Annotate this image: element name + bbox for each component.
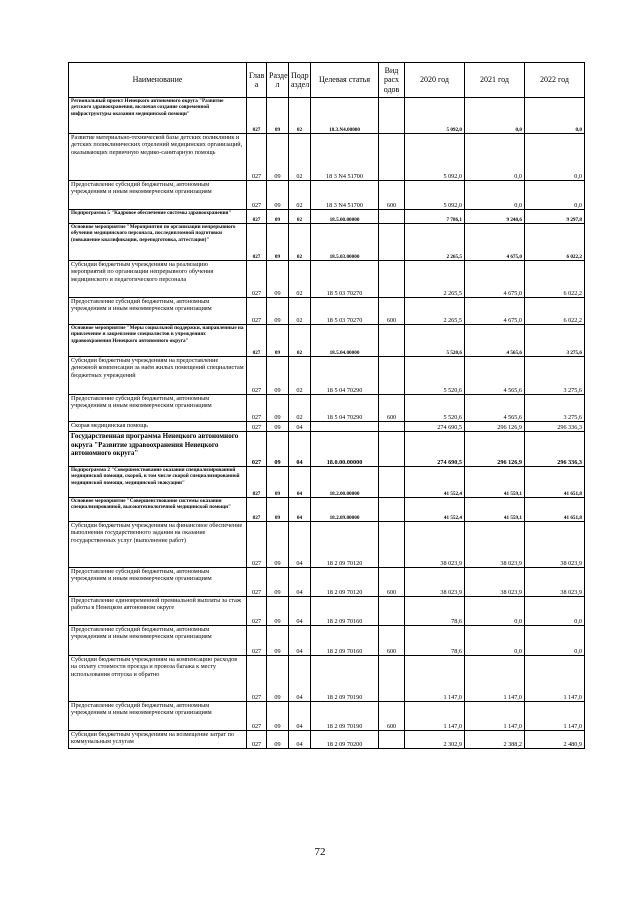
name-cell: Государственная программа Ненецкого автономного округа "Развитие здравоохранения Ненецкого автономного округа" <box>69 432 247 467</box>
table-row <box>69 210 585 224</box>
year-2021-cell: 4 675,0 <box>465 298 525 325</box>
glava-cell: 027 <box>247 325 267 357</box>
year-2021-cell: 296 126,9 <box>465 432 525 467</box>
expense-type-cell <box>379 357 405 395</box>
name-cell: Региональный проект Ненецкого автономного округа "Развитие детского здравоохранения, включая создание современной инфраструктуры оказания медицинской помощи" <box>69 98 247 134</box>
razdel-cell: 09 <box>267 298 289 325</box>
name-cell: Предоставление субсидий бюджетным, автономным учреждениям и иным некоммерческим организациям <box>69 702 247 731</box>
expense-type-cell <box>379 731 405 749</box>
header-year-2021: 2021 год <box>465 63 525 98</box>
name-cell: Субсидии бюджетным учреждениям на предоставление денежной компенсации за наём жилых помещений специалистам бюджетных учреждений <box>69 357 247 395</box>
table-row <box>69 498 585 522</box>
header-year-2022: 2022 год <box>525 63 585 98</box>
year-2021-cell: 1 147,0 <box>465 702 525 731</box>
year-2022-cell: 41 651,8 <box>525 498 585 522</box>
podrazdel-cell: 02 <box>289 325 311 357</box>
expense-type-cell <box>379 325 405 357</box>
target-article-cell: 18 2 09 70160 <box>311 597 379 626</box>
year-2020-cell: 78,6 <box>405 597 465 626</box>
table-row <box>69 261 585 298</box>
expense-type-cell <box>379 261 405 298</box>
target-article-cell: 18 2 09 70160 <box>311 626 379 656</box>
glava-cell: 027 <box>247 422 267 432</box>
razdel-cell: 09 <box>267 568 289 597</box>
podrazdel-cell: 04 <box>289 702 311 731</box>
razdel-cell: 09 <box>267 210 289 224</box>
podrazdel-cell: 04 <box>289 731 311 749</box>
target-article-cell: 18.2.09.00000 <box>311 498 379 522</box>
year-2022-cell: 3 275,6 <box>525 325 585 357</box>
podrazdel-cell: 02 <box>289 261 311 298</box>
glava-cell: 027 <box>247 261 267 298</box>
podrazdel-cell: 02 <box>289 395 311 422</box>
expense-type-cell <box>379 597 405 626</box>
year-2021-cell: 0,0 <box>465 626 525 656</box>
budget-table <box>68 62 585 749</box>
podrazdel-cell: 02 <box>289 357 311 395</box>
razdel-cell: 09 <box>267 656 289 702</box>
year-2020-cell: 5 520,6 <box>405 357 465 395</box>
razdel-cell: 09 <box>267 522 289 568</box>
target-article-cell: 18 5 04 70290 <box>311 357 379 395</box>
year-2020-cell: 5 092,0 <box>405 134 465 181</box>
year-2021-cell: 4 565,6 <box>465 325 525 357</box>
expense-type-cell <box>379 422 405 432</box>
glava-cell: 027 <box>247 522 267 568</box>
table-body <box>69 98 585 749</box>
table-row <box>69 568 585 597</box>
glava-cell: 027 <box>247 656 267 702</box>
year-2021-cell: 38 023,9 <box>465 522 525 568</box>
year-2021-cell: 0,0 <box>465 597 525 626</box>
name-cell: Предоставление субсидий бюджетным, автономным учреждениям и иным некоммерческим организациям <box>69 298 247 325</box>
table-row <box>69 467 585 498</box>
year-2021-cell: 4 675,0 <box>465 261 525 298</box>
name-cell: Предоставление единовременной премиальной выплаты за стаж работы в Ненецком автономном округе <box>69 597 247 626</box>
year-2021-cell: 41 559,1 <box>465 498 525 522</box>
expense-type-cell <box>379 224 405 261</box>
year-2022-cell: 6 022,2 <box>525 261 585 298</box>
expense-type-cell: 600 <box>379 181 405 210</box>
year-2020-cell: 274 690,5 <box>405 432 465 467</box>
glava-cell: 027 <box>247 498 267 522</box>
name-cell: Субсидии бюджетным учреждениям на реализацию мероприятий по организации непрерывного обучения медицинского и педагогического персонала <box>69 261 247 298</box>
podrazdel-cell: 04 <box>289 422 311 432</box>
target-article-cell: 18.5.04.00000 <box>311 325 379 357</box>
podrazdel-cell: 04 <box>289 467 311 498</box>
table-header-row <box>69 63 585 98</box>
expense-type-cell <box>379 98 405 134</box>
table-row <box>69 522 585 568</box>
year-2020-cell: 5 092,0 <box>405 98 465 134</box>
glava-cell: 027 <box>247 210 267 224</box>
expense-type-cell <box>379 134 405 181</box>
year-2020-cell: 38 023,9 <box>405 568 465 597</box>
expense-type-cell: 600 <box>379 702 405 731</box>
year-2020-cell: 5 092,0 <box>405 181 465 210</box>
name-cell: Подпрограмма 5 "Кадровое обеспечение системы здравоохранения" <box>69 210 247 224</box>
page-number: 72 <box>314 846 326 858</box>
razdel-cell: 09 <box>267 702 289 731</box>
year-2022-cell: 0,0 <box>525 597 585 626</box>
year-2022-cell: 6 022,2 <box>525 224 585 261</box>
table-row <box>69 731 585 749</box>
glava-cell: 027 <box>247 357 267 395</box>
table-row <box>69 656 585 702</box>
target-article-cell: 18 2 09 70190 <box>311 702 379 731</box>
year-2021-cell: 4 565,6 <box>465 395 525 422</box>
name-cell: Субсидии бюджетным учреждениям на возмещение затрат по коммунальным услугам <box>69 731 247 749</box>
target-article-cell: 18.0.00.00000 <box>311 432 379 467</box>
table-row <box>69 702 585 731</box>
table-row <box>69 298 585 325</box>
year-2020-cell: 41 552,4 <box>405 498 465 522</box>
year-2020-cell: 38 023,9 <box>405 522 465 568</box>
year-2020-cell: 2 265,5 <box>405 261 465 298</box>
name-cell: Предоставление субсидий бюджетным, автономным учреждениям и иным некоммерческим организациям <box>69 568 247 597</box>
table-row <box>69 224 585 261</box>
expense-type-cell <box>379 522 405 568</box>
header-name: Наименование <box>69 63 247 98</box>
razdel-cell: 09 <box>267 626 289 656</box>
name-cell: Субсидии бюджетным учреждениям на компенсацию расходов на оплату стоимости проезда и провоза багажа к месту использования отпуска и обратно <box>69 656 247 702</box>
year-2022-cell: 9 297,8 <box>525 210 585 224</box>
year-2021-cell: 1 147,0 <box>465 656 525 702</box>
target-article-cell: 18 2 09 70190 <box>311 656 379 702</box>
year-2022-cell: 3 275,6 <box>525 395 585 422</box>
name-cell: Основное мероприятие "Меры социальной поддержки, направленные на привлечение и закрепление специалистов в учреждениях здравоохранения Ненецкого автономного округа" <box>69 325 247 357</box>
year-2022-cell: 1 147,0 <box>525 656 585 702</box>
glava-cell: 027 <box>247 181 267 210</box>
podrazdel-cell: 02 <box>289 181 311 210</box>
target-article-cell: 18 2 09 70200 <box>311 731 379 749</box>
glava-cell: 027 <box>247 702 267 731</box>
year-2021-cell: 38 023,9 <box>465 568 525 597</box>
table-row <box>69 181 585 210</box>
podrazdel-cell: 04 <box>289 568 311 597</box>
podrazdel-cell: 02 <box>289 134 311 181</box>
razdel-cell: 09 <box>267 498 289 522</box>
podrazdel-cell: 04 <box>289 597 311 626</box>
razdel-cell: 09 <box>267 432 289 467</box>
table-row <box>69 134 585 181</box>
table-row <box>69 395 585 422</box>
glava-cell: 027 <box>247 467 267 498</box>
razdel-cell: 09 <box>267 325 289 357</box>
expense-type-cell <box>379 656 405 702</box>
podrazdel-cell: 04 <box>289 522 311 568</box>
year-2022-cell: 0,0 <box>525 98 585 134</box>
expense-type-cell <box>379 467 405 498</box>
podrazdel-cell: 02 <box>289 298 311 325</box>
razdel-cell: 09 <box>267 181 289 210</box>
glava-cell: 027 <box>247 98 267 134</box>
name-cell: Подпрограмма 2 "Совершенствование оказания специализированной медицинской помощи, скорой, в том числе скорой специализированной медицинской помощи, медицинской эвакуации" <box>69 467 247 498</box>
header-razdel: Разде л <box>267 63 289 98</box>
year-2022-cell: 38 023,9 <box>525 568 585 597</box>
glava-cell: 027 <box>247 597 267 626</box>
razdel-cell: 09 <box>267 261 289 298</box>
razdel-cell: 09 <box>267 597 289 626</box>
document-page <box>68 62 584 749</box>
target-article-cell: 18 5 04 70290 <box>311 395 379 422</box>
glava-cell: 027 <box>247 626 267 656</box>
name-cell: Скорая медицинская помощь <box>69 422 247 432</box>
year-2022-cell: 1 147,0 <box>525 702 585 731</box>
name-cell: Предоставление субсидий бюджетным, автономным учреждениям и иным некоммерческим организациям <box>69 626 247 656</box>
target-article-cell: 18 2 09 70120 <box>311 568 379 597</box>
name-cell: Основное мероприятие "Мероприятия по организации непрерывного обучения медицинского персонала, последипломной подготовки (повышение квалификации, переподготовка, аттестация)" <box>69 224 247 261</box>
year-2022-cell: 2 480,9 <box>525 731 585 749</box>
table-row <box>69 597 585 626</box>
target-article-cell: 18 5 03 70270 <box>311 298 379 325</box>
year-2021-cell: 296 126,9 <box>465 422 525 432</box>
podrazdel-cell: 04 <box>289 498 311 522</box>
year-2022-cell: 38 023,9 <box>525 522 585 568</box>
target-article-cell: 18.2.00.00000 <box>311 467 379 498</box>
podrazdel-cell: 04 <box>289 432 311 467</box>
header-podrazdel: Подр аздел <box>289 63 311 98</box>
podrazdel-cell: 04 <box>289 656 311 702</box>
table-row <box>69 626 585 656</box>
year-2020-cell: 5 520,6 <box>405 395 465 422</box>
podrazdel-cell: 02 <box>289 224 311 261</box>
year-2022-cell: 296 336,3 <box>525 422 585 432</box>
razdel-cell: 09 <box>267 395 289 422</box>
glava-cell: 027 <box>247 134 267 181</box>
razdel-cell: 09 <box>267 467 289 498</box>
header-target-article: Целевая статья <box>311 63 379 98</box>
year-2020-cell: 2 302,9 <box>405 731 465 749</box>
year-2020-cell: 1 147,0 <box>405 702 465 731</box>
expense-type-cell <box>379 498 405 522</box>
podrazdel-cell: 04 <box>289 626 311 656</box>
year-2022-cell: 0,0 <box>525 134 585 181</box>
target-article-cell: 18.5.00.00000 <box>311 210 379 224</box>
year-2020-cell: 5 520,6 <box>405 325 465 357</box>
target-article-cell: 18 2 09 70120 <box>311 522 379 568</box>
target-article-cell: 18 5 03 70270 <box>311 261 379 298</box>
table-row <box>69 357 585 395</box>
header-expense-type: Вид расх одов <box>379 63 405 98</box>
expense-type-cell <box>379 432 405 467</box>
razdel-cell: 09 <box>267 422 289 432</box>
year-2021-cell: 41 559,1 <box>465 467 525 498</box>
year-2021-cell: 9 240,6 <box>465 210 525 224</box>
target-article-cell: 18 3 N4 51700 <box>311 134 379 181</box>
year-2021-cell: 0,0 <box>465 98 525 134</box>
year-2020-cell: 2 265,5 <box>405 224 465 261</box>
year-2020-cell: 2 265,5 <box>405 298 465 325</box>
glava-cell: 027 <box>247 395 267 422</box>
year-2022-cell: 6 022,2 <box>525 298 585 325</box>
year-2021-cell: 4 565,6 <box>465 357 525 395</box>
table-row <box>69 325 585 357</box>
year-2020-cell: 78,6 <box>405 626 465 656</box>
year-2022-cell: 0,0 <box>525 626 585 656</box>
target-article-cell: 18.5.03.00000 <box>311 224 379 261</box>
target-article-cell: 18 3 N4 51700 <box>311 181 379 210</box>
razdel-cell: 09 <box>267 98 289 134</box>
razdel-cell: 09 <box>267 224 289 261</box>
name-cell: Предоставление субсидий бюджетным, автономным учреждениям и иным некоммерческим организациям <box>69 181 247 210</box>
year-2020-cell: 7 786,1 <box>405 210 465 224</box>
year-2020-cell: 274 690,5 <box>405 422 465 432</box>
glava-cell: 027 <box>247 731 267 749</box>
header-year-2020: 2020 год <box>405 63 465 98</box>
year-2021-cell: 0,0 <box>465 134 525 181</box>
name-cell: Основное мероприятие "Совершенствование системы оказания специализированной, высокотехнологичной медицинской помощи" <box>69 498 247 522</box>
name-cell: Предоставление субсидий бюджетным, автономным учреждениям и иным некоммерческим организациям <box>69 395 247 422</box>
year-2021-cell: 4 675,0 <box>465 224 525 261</box>
podrazdel-cell: 02 <box>289 210 311 224</box>
expense-type-cell: 600 <box>379 395 405 422</box>
name-cell: Субсидии бюджетным учреждениям на финансовое обеспечение выполнения государственного задания на оказание государственных услуг (выполнение работ) <box>69 522 247 568</box>
target-article-cell: 18.3.N4.00000 <box>311 98 379 134</box>
razdel-cell: 09 <box>267 357 289 395</box>
year-2021-cell: 2 388,2 <box>465 731 525 749</box>
year-2021-cell: 0,0 <box>465 181 525 210</box>
glava-cell: 027 <box>247 298 267 325</box>
table-row <box>69 422 585 432</box>
year-2022-cell: 0,0 <box>525 181 585 210</box>
year-2022-cell: 296 336,3 <box>525 432 585 467</box>
target-article-cell <box>311 422 379 432</box>
name-cell: Развитие материально-технической базы детских поликлиник и детских поликлинических отделений медицинских организаций, оказывающих первичную медико-санитарную помощь <box>69 134 247 181</box>
glava-cell: 027 <box>247 432 267 467</box>
year-2022-cell: 41 651,8 <box>525 467 585 498</box>
expense-type-cell: 600 <box>379 568 405 597</box>
year-2020-cell: 1 147,0 <box>405 656 465 702</box>
year-2022-cell: 3 275,6 <box>525 357 585 395</box>
table-row <box>69 432 585 467</box>
razdel-cell: 09 <box>267 731 289 749</box>
podrazdel-cell: 02 <box>289 98 311 134</box>
table-row <box>69 98 585 134</box>
header-glava: Глав а <box>247 63 267 98</box>
glava-cell: 027 <box>247 568 267 597</box>
razdel-cell: 09 <box>267 134 289 181</box>
glava-cell: 027 <box>247 224 267 261</box>
year-2020-cell: 41 552,4 <box>405 467 465 498</box>
expense-type-cell: 600 <box>379 626 405 656</box>
expense-type-cell: 600 <box>379 298 405 325</box>
expense-type-cell <box>379 210 405 224</box>
